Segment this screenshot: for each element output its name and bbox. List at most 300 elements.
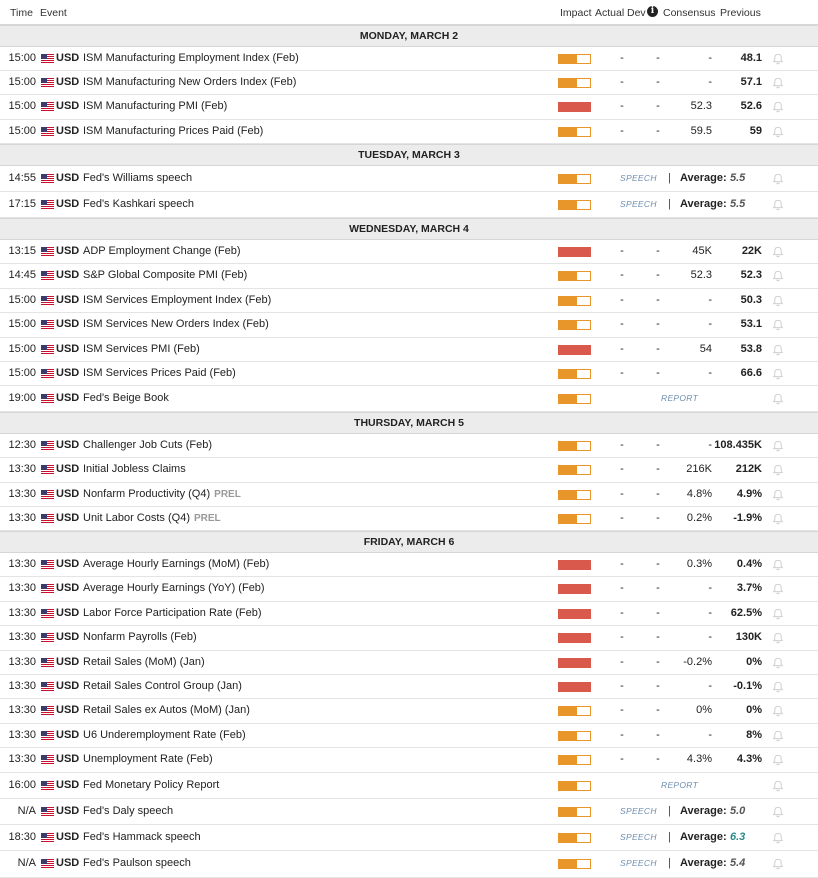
event-time: 12:30 bbox=[8, 439, 36, 451]
bell-icon[interactable] bbox=[772, 583, 784, 595]
impact-bar bbox=[558, 247, 591, 257]
consensus-value: - bbox=[708, 318, 712, 330]
currency-code: USD bbox=[56, 729, 80, 741]
event-row[interactable] bbox=[0, 699, 818, 724]
us-flag-icon bbox=[41, 127, 54, 136]
previous-value: 4.9% bbox=[736, 488, 762, 500]
speech-tag: SPEECH bbox=[620, 199, 657, 209]
bell-icon[interactable] bbox=[772, 101, 784, 113]
impact-bar bbox=[558, 320, 591, 330]
header-event[interactable]: Event bbox=[40, 7, 67, 19]
bell-icon[interactable] bbox=[772, 246, 784, 258]
currency-code: USD bbox=[56, 779, 80, 791]
flag-canton bbox=[41, 200, 47, 205]
impact-bar bbox=[558, 54, 591, 64]
flag-canton bbox=[41, 102, 47, 107]
consensus-value: - bbox=[708, 439, 712, 451]
impact-bar bbox=[558, 609, 591, 619]
day-header: MONDAY, MARCH 2 bbox=[0, 25, 818, 47]
deviation-value: - bbox=[656, 245, 660, 257]
flag-canton bbox=[41, 781, 47, 786]
bell-icon[interactable] bbox=[772, 295, 784, 307]
deviation-value: - bbox=[656, 607, 660, 619]
bell-icon[interactable] bbox=[772, 393, 784, 405]
flag-canton bbox=[41, 833, 47, 838]
deviation-value: - bbox=[656, 512, 660, 524]
flag-canton bbox=[41, 859, 47, 864]
actual-value: - bbox=[620, 318, 624, 330]
consensus-value: 216K bbox=[686, 463, 712, 475]
event-name[interactable]: Average Hourly Earnings (MoM) (Feb) bbox=[83, 558, 270, 570]
event-time: 13:30 bbox=[8, 558, 36, 570]
consensus-value: 0% bbox=[696, 704, 712, 716]
flag-canton bbox=[41, 394, 47, 399]
actual-value: - bbox=[620, 76, 624, 88]
impact-bar bbox=[558, 658, 591, 668]
event-name[interactable]: Average Hourly Earnings (YoY) (Feb) bbox=[83, 582, 265, 594]
event-row[interactable] bbox=[0, 47, 818, 71]
impact-bar bbox=[558, 859, 591, 869]
previous-value: 8% bbox=[746, 729, 762, 741]
event-row[interactable] bbox=[0, 773, 818, 799]
currency-code: USD bbox=[56, 488, 80, 500]
bell-icon[interactable] bbox=[772, 632, 784, 644]
deviation-value: - bbox=[656, 704, 660, 716]
deviation-value: - bbox=[656, 582, 660, 594]
bell-icon[interactable] bbox=[772, 806, 784, 818]
event-time: 13:30 bbox=[8, 704, 36, 716]
average-label: Average: bbox=[680, 805, 727, 817]
bell-icon[interactable] bbox=[772, 319, 784, 331]
bell-icon[interactable] bbox=[772, 173, 784, 185]
currency-code: USD bbox=[56, 582, 80, 594]
impact-bar bbox=[558, 490, 591, 500]
actual-value: - bbox=[620, 729, 624, 741]
consensus-value: 0.3% bbox=[686, 558, 712, 570]
event-name[interactable]: ISM Manufacturing Prices Paid (Feb) bbox=[83, 125, 264, 137]
flag-canton bbox=[41, 755, 47, 760]
previous-value: 0.4% bbox=[736, 558, 762, 570]
event-name[interactable]: ISM Services Prices Paid (Feb) bbox=[83, 367, 236, 379]
consensus-value: - bbox=[708, 729, 712, 741]
consensus-value: 4.3% bbox=[686, 753, 712, 765]
event-name[interactable]: ISM Manufacturing New Orders Index (Feb) bbox=[83, 76, 297, 88]
event-row[interactable] bbox=[0, 386, 818, 412]
currency-code: USD bbox=[56, 831, 80, 843]
event-time: 13:30 bbox=[8, 582, 36, 594]
event-row[interactable] bbox=[0, 651, 818, 675]
us-flag-icon bbox=[41, 833, 54, 842]
event-row[interactable] bbox=[0, 507, 818, 531]
average-value: 6.3 bbox=[730, 831, 746, 843]
impact-bar bbox=[558, 706, 591, 716]
deviation-value: - bbox=[656, 76, 660, 88]
event-name[interactable]: Nonfarm Productivity (Q4) PREL bbox=[83, 488, 241, 500]
flag-canton bbox=[41, 345, 47, 350]
deviation-value: - bbox=[656, 439, 660, 451]
currency-code: USD bbox=[56, 100, 80, 112]
previous-value: 22K bbox=[741, 245, 762, 257]
impact-bar bbox=[558, 271, 591, 281]
bell-icon[interactable] bbox=[772, 608, 784, 620]
currency-code: USD bbox=[56, 805, 80, 817]
previous-value: 0% bbox=[746, 656, 762, 668]
average-value: 5.4 bbox=[730, 857, 746, 869]
currency-code: USD bbox=[56, 631, 80, 643]
actual-value: - bbox=[620, 704, 624, 716]
flag-canton bbox=[41, 54, 47, 59]
event-time: 19:00 bbox=[8, 392, 36, 404]
currency-code: USD bbox=[56, 76, 80, 88]
flag-canton bbox=[41, 271, 47, 276]
flag-canton bbox=[41, 609, 47, 614]
header-dev[interactable]: Dev bbox=[627, 7, 646, 19]
actual-value: - bbox=[620, 582, 624, 594]
event-name[interactable]: Nonfarm Payrolls (Feb) bbox=[83, 631, 197, 643]
bell-icon[interactable] bbox=[772, 199, 784, 211]
currency-code: USD bbox=[56, 198, 80, 210]
event-name[interactable]: ISM Manufacturing PMI (Feb) bbox=[83, 100, 228, 112]
us-flag-icon bbox=[41, 731, 54, 740]
currency-code: USD bbox=[56, 343, 80, 355]
average-label: Average: bbox=[680, 198, 727, 210]
event-name[interactable]: Fed Monetary Policy Report bbox=[83, 779, 220, 791]
event-row[interactable] bbox=[0, 434, 818, 458]
event-name[interactable]: Challenger Job Cuts (Feb) bbox=[83, 439, 213, 451]
event-time: 15:00 bbox=[8, 294, 36, 306]
currency-code: USD bbox=[56, 172, 80, 184]
event-name[interactable]: Initial Jobless Claims bbox=[83, 463, 186, 475]
event-row[interactable] bbox=[0, 748, 818, 773]
event-time: 13:30 bbox=[8, 488, 36, 500]
us-flag-icon bbox=[41, 102, 54, 111]
event-name[interactable]: Retail Sales Control Group (Jan) bbox=[83, 680, 242, 692]
consensus-value: 54 bbox=[699, 343, 712, 355]
bell-icon[interactable] bbox=[772, 440, 784, 452]
impact-bar bbox=[558, 441, 591, 451]
speech-tag: SPEECH bbox=[620, 832, 657, 842]
actual-value: - bbox=[620, 558, 624, 570]
currency-code: USD bbox=[56, 392, 80, 404]
impact-bar bbox=[558, 127, 591, 137]
event-time: N/A bbox=[17, 857, 36, 869]
event-time: 13:30 bbox=[8, 463, 36, 475]
event-name[interactable]: ISM Services Employment Index (Feb) bbox=[83, 294, 272, 306]
event-row[interactable] bbox=[0, 553, 818, 577]
impact-bar bbox=[558, 833, 591, 843]
bell-icon[interactable] bbox=[772, 730, 784, 742]
header-previous[interactable]: Previous bbox=[720, 7, 761, 19]
event-name[interactable]: ADP Employment Change (Feb) bbox=[83, 245, 241, 257]
separator: | bbox=[668, 198, 671, 210]
impact-bar bbox=[558, 682, 591, 692]
deviation-value: - bbox=[656, 318, 660, 330]
event-name[interactable]: Retail Sales ex Autos (MoM) (Jan) bbox=[83, 704, 250, 716]
event-row[interactable] bbox=[0, 120, 818, 144]
bell-icon[interactable] bbox=[772, 513, 784, 525]
us-flag-icon bbox=[41, 633, 54, 642]
previous-value: 212K bbox=[735, 463, 762, 475]
us-flag-icon bbox=[41, 706, 54, 715]
flag-canton bbox=[41, 731, 47, 736]
previous-value: 52.6 bbox=[740, 100, 762, 112]
previous-value: 66.6 bbox=[740, 367, 762, 379]
currency-code: USD bbox=[56, 558, 80, 570]
event-time: 13:30 bbox=[8, 729, 36, 741]
event-time: 15:00 bbox=[8, 52, 36, 64]
event-name[interactable]: Fed's Beige Book bbox=[83, 392, 169, 404]
event-time: 14:55 bbox=[8, 172, 36, 184]
actual-value: - bbox=[620, 125, 624, 137]
event-name[interactable]: Fed's Daly speech bbox=[83, 805, 174, 817]
header-consensus[interactable]: Consensus bbox=[663, 7, 716, 19]
event-name[interactable]: ISM Manufacturing Employment Index (Feb) bbox=[83, 52, 299, 64]
bell-icon[interactable] bbox=[772, 754, 784, 766]
currency-code: USD bbox=[56, 607, 80, 619]
currency-code: USD bbox=[56, 318, 80, 330]
event-row[interactable] bbox=[0, 240, 818, 264]
event-row[interactable] bbox=[0, 458, 818, 483]
actual-value: - bbox=[620, 245, 624, 257]
flag-canton bbox=[41, 247, 47, 252]
actual-value: - bbox=[620, 512, 624, 524]
impact-bar bbox=[558, 102, 591, 112]
bell-icon[interactable] bbox=[772, 681, 784, 693]
header-time[interactable]: Time bbox=[10, 7, 33, 19]
actual-value: - bbox=[620, 52, 624, 64]
deviation-value: - bbox=[656, 631, 660, 643]
actual-value: - bbox=[620, 343, 624, 355]
currency-code: USD bbox=[56, 704, 80, 716]
bell-icon[interactable] bbox=[772, 858, 784, 870]
previous-value: 4.3% bbox=[736, 753, 762, 765]
currency-code: USD bbox=[56, 269, 80, 281]
us-flag-icon bbox=[41, 560, 54, 569]
impact-bar bbox=[558, 345, 591, 355]
flag-canton bbox=[41, 296, 47, 301]
event-row[interactable] bbox=[0, 166, 818, 192]
bell-icon[interactable] bbox=[772, 464, 784, 476]
event-time: 13:15 bbox=[8, 245, 36, 257]
report-tag: REPORT bbox=[661, 780, 699, 790]
impact-bar bbox=[558, 781, 591, 791]
currency-code: USD bbox=[56, 857, 80, 869]
flag-canton bbox=[41, 78, 47, 83]
flag-canton bbox=[41, 633, 47, 638]
actual-value: - bbox=[620, 100, 624, 112]
us-flag-icon bbox=[41, 490, 54, 499]
event-row[interactable] bbox=[0, 483, 818, 507]
flag-canton bbox=[41, 127, 47, 132]
impact-bar bbox=[558, 560, 591, 570]
event-row[interactable] bbox=[0, 602, 818, 626]
previous-value: 0% bbox=[746, 704, 762, 716]
us-flag-icon bbox=[41, 609, 54, 618]
currency-code: USD bbox=[56, 245, 80, 257]
event-row[interactable] bbox=[0, 362, 818, 386]
previous-value: 130K bbox=[735, 631, 762, 643]
deviation-value: - bbox=[656, 558, 660, 570]
bell-icon[interactable] bbox=[772, 270, 784, 282]
impact-bar bbox=[558, 394, 591, 404]
consensus-value: - bbox=[708, 631, 712, 643]
event-row[interactable] bbox=[0, 338, 818, 362]
event-row[interactable] bbox=[0, 289, 818, 313]
flag-canton bbox=[41, 584, 47, 589]
event-row[interactable] bbox=[0, 799, 818, 825]
us-flag-icon bbox=[41, 682, 54, 691]
separator: | bbox=[668, 172, 671, 184]
impact-bar bbox=[558, 584, 591, 594]
previous-value: 108.435K bbox=[714, 439, 762, 451]
event-row[interactable] bbox=[0, 264, 818, 289]
currency-code: USD bbox=[56, 52, 80, 64]
bell-icon[interactable] bbox=[772, 657, 784, 669]
event-row[interactable] bbox=[0, 577, 818, 602]
us-flag-icon bbox=[41, 584, 54, 593]
us-flag-icon bbox=[41, 78, 54, 87]
event-name[interactable]: Fed's Kashkari speech bbox=[83, 198, 194, 210]
currency-code: USD bbox=[56, 656, 80, 668]
average-label: Average: bbox=[680, 831, 727, 843]
us-flag-icon bbox=[41, 514, 54, 523]
day-header: FRIDAY, MARCH 6 bbox=[0, 531, 818, 553]
event-row[interactable] bbox=[0, 313, 818, 338]
deviation-value: - bbox=[656, 294, 660, 306]
deviation-value: - bbox=[656, 753, 660, 765]
table-header bbox=[0, 0, 818, 25]
flag-canton bbox=[41, 465, 47, 470]
actual-value: - bbox=[620, 656, 624, 668]
consensus-value: 52.3 bbox=[690, 100, 712, 112]
event-name[interactable]: Fed's Paulson speech bbox=[83, 857, 191, 869]
consensus-value: 59.5 bbox=[690, 125, 712, 137]
bell-icon[interactable] bbox=[772, 489, 784, 501]
actual-value: - bbox=[620, 294, 624, 306]
separator: | bbox=[668, 831, 671, 843]
event-name[interactable]: Unit Labor Costs (Q4) PREL bbox=[83, 512, 221, 524]
consensus-value: -0.2% bbox=[683, 656, 712, 668]
bell-icon[interactable] bbox=[772, 559, 784, 571]
consensus-value: - bbox=[708, 607, 712, 619]
event-row[interactable] bbox=[0, 825, 818, 851]
us-flag-icon bbox=[41, 465, 54, 474]
previous-value: 50.3 bbox=[740, 294, 762, 306]
flag-canton bbox=[41, 441, 47, 446]
event-time: 15:00 bbox=[8, 343, 36, 355]
flag-canton bbox=[41, 490, 47, 495]
us-flag-icon bbox=[41, 320, 54, 329]
bell-icon[interactable] bbox=[772, 344, 784, 356]
speech-tag: SPEECH bbox=[620, 806, 657, 816]
bell-icon[interactable] bbox=[772, 53, 784, 65]
event-name[interactable]: Fed's Hammack speech bbox=[83, 831, 201, 843]
day-header: THURSDAY, MARCH 5 bbox=[0, 412, 818, 434]
event-time: 15:00 bbox=[8, 367, 36, 379]
previous-value: 62.5% bbox=[730, 607, 762, 619]
event-row[interactable] bbox=[0, 71, 818, 95]
impact-bar bbox=[558, 731, 591, 741]
day-header: WEDNESDAY, MARCH 4 bbox=[0, 218, 818, 240]
us-flag-icon bbox=[41, 658, 54, 667]
event-time: 13:30 bbox=[8, 512, 36, 524]
currency-code: USD bbox=[56, 125, 80, 137]
bell-icon[interactable] bbox=[772, 832, 784, 844]
consensus-value: 45K bbox=[692, 245, 712, 257]
event-name[interactable]: ISM Services New Orders Index (Feb) bbox=[83, 318, 269, 330]
bell-icon[interactable] bbox=[772, 368, 784, 380]
consensus-value: 0.2% bbox=[686, 512, 712, 524]
impact-bar bbox=[558, 200, 591, 210]
event-name[interactable]: Fed's Williams speech bbox=[83, 172, 193, 184]
bell-icon[interactable] bbox=[772, 705, 784, 717]
event-time: 13:30 bbox=[8, 656, 36, 668]
previous-value: 57.1 bbox=[740, 76, 762, 88]
event-row[interactable] bbox=[0, 95, 818, 120]
prel-badge: PREL bbox=[214, 489, 241, 500]
us-flag-icon bbox=[41, 755, 54, 764]
event-time: 17:15 bbox=[8, 198, 36, 210]
impact-bar bbox=[558, 296, 591, 306]
event-time: 14:45 bbox=[8, 269, 36, 281]
impact-bar bbox=[558, 633, 591, 643]
event-time: 15:00 bbox=[8, 76, 36, 88]
event-name[interactable]: Unemployment Rate (Feb) bbox=[83, 753, 213, 765]
event-row[interactable] bbox=[0, 851, 818, 878]
us-flag-icon bbox=[41, 174, 54, 183]
impact-bar bbox=[558, 369, 591, 379]
actual-value: - bbox=[620, 367, 624, 379]
deviation-value: - bbox=[656, 680, 660, 692]
bell-icon[interactable] bbox=[772, 126, 784, 138]
currency-code: USD bbox=[56, 294, 80, 306]
event-name[interactable]: U6 Underemployment Rate (Feb) bbox=[83, 729, 246, 741]
event-name[interactable]: Retail Sales (MoM) (Jan) bbox=[83, 656, 205, 668]
deviation-value: - bbox=[656, 729, 660, 741]
actual-value: - bbox=[620, 753, 624, 765]
bell-icon[interactable] bbox=[772, 780, 784, 792]
impact-bar bbox=[558, 174, 591, 184]
event-row[interactable] bbox=[0, 192, 818, 218]
deviation-value: - bbox=[656, 488, 660, 500]
event-name[interactable]: S&P Global Composite PMI (Feb) bbox=[83, 269, 248, 281]
flag-canton bbox=[41, 658, 47, 663]
event-row[interactable] bbox=[0, 724, 818, 748]
flag-canton bbox=[41, 174, 47, 179]
event-row[interactable] bbox=[0, 626, 818, 651]
event-name[interactable]: Labor Force Participation Rate (Feb) bbox=[83, 607, 262, 619]
currency-code: USD bbox=[56, 367, 80, 379]
bell-icon[interactable] bbox=[772, 77, 784, 89]
event-time: N/A bbox=[17, 805, 36, 817]
us-flag-icon bbox=[41, 54, 54, 63]
consensus-value: - bbox=[708, 680, 712, 692]
currency-code: USD bbox=[56, 439, 80, 451]
average-label: Average: bbox=[680, 172, 727, 184]
previous-value: -0.1% bbox=[733, 680, 762, 692]
speech-tag: SPEECH bbox=[620, 173, 657, 183]
info-icon[interactable]: i bbox=[647, 6, 658, 17]
event-row[interactable] bbox=[0, 675, 818, 699]
event-name[interactable]: ISM Services PMI (Feb) bbox=[83, 343, 200, 355]
header-actual[interactable]: Actual bbox=[595, 7, 625, 19]
actual-value: - bbox=[620, 680, 624, 692]
flag-canton bbox=[41, 807, 47, 812]
flag-canton bbox=[41, 320, 47, 325]
header-impact[interactable]: Impact bbox=[560, 7, 592, 19]
separator: | bbox=[668, 805, 671, 817]
consensus-value: - bbox=[708, 294, 712, 306]
